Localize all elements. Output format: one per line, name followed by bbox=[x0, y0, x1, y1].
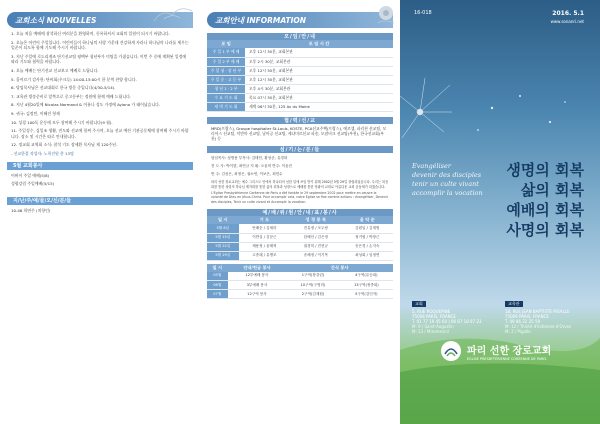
duty-cell: 송혜정 / 이기목 bbox=[290, 251, 341, 260]
church-emblem-icon bbox=[440, 340, 462, 362]
duty-cell: 송은경 / 손지숙 bbox=[342, 242, 393, 251]
schedule-meeting: 수 요 기 도 회 bbox=[207, 93, 245, 102]
bulletin-date: 2016. 5.1 bbox=[552, 10, 584, 17]
info-column bbox=[200, 0, 400, 424]
schedule-title: 모/임/안/내 bbox=[207, 33, 393, 40]
meal-cell: 12구역 봉사 bbox=[228, 290, 287, 299]
news-list bbox=[7, 31, 193, 148]
church-subway-2: M: 13 / Miromesnil bbox=[412, 329, 449, 334]
duty-cell: 고종래 / 유병조 bbox=[239, 251, 290, 260]
meal-cell: 12부예배 봉사 bbox=[228, 272, 287, 281]
office-subway-2: M: 2 / Pigalle bbox=[505, 329, 531, 334]
schedule-time: 새벽 06시 30분, 125 Av du Maine bbox=[245, 102, 393, 111]
duty-header-row bbox=[207, 216, 393, 224]
office-phone: T. 09 86 22 25 59 bbox=[505, 319, 541, 324]
meal-cell: 05월 bbox=[207, 272, 228, 281]
motto-2: devenir des disciples bbox=[412, 171, 482, 179]
news-item: 6. 당임목사님은 선교대회로 한국 방문 중입니다(4/30-5/14). bbox=[11, 85, 116, 91]
title-3: 예배의 회복 bbox=[506, 201, 584, 219]
office-addr-2: 75009 PARIS, FRANCE bbox=[505, 314, 549, 319]
meal-cell: 4구역(유승희) bbox=[340, 272, 393, 281]
schedule-row bbox=[207, 84, 393, 93]
meal-cell: 3부예배 봉사 bbox=[228, 281, 287, 290]
office-tag: 교육관 bbox=[505, 301, 523, 307]
office-addr-1: 18, RUE JEAN BAPTISTE PIGALLE bbox=[505, 309, 570, 314]
church-tag: 교회 bbox=[412, 301, 426, 307]
intro-french: L'Eglise Presbytérienne Coréenne de Paris a été fondée le 29 septembre 2002 pour mettre en oeuvre la volonté de Dieu en Jésus-Christ. Pour accomplir cela, notre Eglise se fixe comme actions : évangéliser, Devenir des disciples, Tenir un culte vivant et Accomplir la vocation. bbox=[211, 190, 389, 204]
news-item: 1. 오늘 처음 예배에 참석하신 여러분을 환영하며, 등록하셔서 교회의 일원이 되시기 바랍니다. bbox=[11, 31, 170, 36]
church-addr-2: 75008 PARIS, FRANCE bbox=[412, 314, 456, 319]
schedule-meeting: 주 일 청 · 장 년 부 bbox=[207, 66, 245, 75]
meal-cell: 10구역(구영미) bbox=[286, 281, 339, 290]
church-name-french: EGLISE PRESBYTÉRIENNE CORÉENNE DE PARIS bbox=[467, 356, 547, 361]
news-item: 8. 지난 4월20일에 Nicolas Normand & 이유나 성도 가정에 Ayiono 가 태어났습니다. bbox=[11, 102, 161, 108]
meal-cell: 07월 bbox=[207, 290, 228, 299]
prayer-line: 어버이 주일 예배(5/8) bbox=[11, 172, 50, 178]
duty-cell: 안배순 / 김세라 bbox=[239, 224, 290, 233]
meal-col-header: 간식 봉사 bbox=[286, 264, 393, 272]
meal-table bbox=[207, 264, 393, 300]
schedule-meeting: 주 일 2 부 예 배 bbox=[207, 57, 245, 66]
schedule-meeting: 새 벽 기 도 회 bbox=[207, 102, 245, 111]
partners-title: 협/력/선/교 bbox=[207, 117, 393, 124]
staff-line: 반 주: 김성은, 최정은, 권소연, 이보은, 최민수 bbox=[211, 172, 283, 177]
schedule-col-time: 모 임 시 간 bbox=[245, 40, 393, 48]
duty-col-header: 기 도 bbox=[239, 216, 290, 224]
duty-col-header: 음 악 순 bbox=[342, 216, 393, 224]
schedule-row bbox=[207, 93, 393, 102]
title-4: 사명의 회복 bbox=[506, 221, 584, 239]
duty-cell: 김원일 / 김재범 bbox=[342, 224, 393, 233]
meal-cell: 1구역(장강린) bbox=[286, 272, 339, 281]
duty-cell: 5월 15일 bbox=[207, 233, 239, 242]
staff-line: 전 도 사: 박이향, 최연규 지 휘: 오윤미 반주: 이윤진 bbox=[211, 164, 293, 169]
news-item: 11. 주일성수, 십일조 생활, 전도와 선교에 힘써 주시며, 오늘 선교 예산 기관공동체에 참여해 주시기 바랍니다. 장소 및 시간은 따로 안내합니다. bbox=[11, 128, 189, 139]
duty-cell: 한혜인 / 김은정 bbox=[290, 233, 341, 242]
schedule-row bbox=[207, 102, 393, 111]
duty-title: 예/배/위/원/안/내/표/봉/사 bbox=[207, 209, 393, 216]
title-1: 생명의 회복 bbox=[506, 161, 584, 179]
title-block bbox=[400, 160, 600, 240]
prayer-line: 성령강림 주일예배(5/15) bbox=[11, 181, 55, 187]
meal-header-row bbox=[207, 264, 393, 272]
church-subway-1: M: 9 / Saint-Augustin bbox=[412, 324, 454, 329]
duty-row bbox=[207, 242, 393, 251]
news-item: 12. 정교회 교역회 소식: 참석 기도 장세환 목사님 제 120주년. bbox=[11, 142, 118, 148]
duty-col-header: 일 시 bbox=[207, 216, 239, 224]
meal-row bbox=[207, 272, 393, 281]
schedule-meeting: 청 년 1 · 2 부 bbox=[207, 84, 245, 93]
office-address bbox=[505, 290, 595, 334]
meal-cell: 06월 bbox=[207, 281, 228, 290]
schedule-table bbox=[207, 40, 393, 112]
schedule-meeting: 주 일 1 부 예 배 bbox=[207, 48, 245, 57]
schedule-col-meeting: 모 임 bbox=[207, 40, 245, 48]
duty-cell: 정기엽 / 박창근 bbox=[342, 233, 393, 242]
website-link[interactable]: www.sonanri.net bbox=[550, 19, 584, 24]
duty-cell: 채용정 / 윤태혁 bbox=[239, 242, 290, 251]
schedule-row bbox=[207, 75, 393, 84]
news-header: 교회소식 NOUVELLES bbox=[7, 12, 193, 28]
meal-cell: 13구역(정종희) bbox=[340, 281, 393, 290]
duty-row bbox=[207, 224, 393, 233]
title-2: 삶의 회복 bbox=[520, 181, 584, 199]
schedule-time: 오후 4시 30분, 교회본관 bbox=[245, 84, 393, 93]
news-item: 2. 오늘은 어린이 주일입니다. 어린이들이 하나님의 사랑 가운데 건강하게 자라나 하나님의 나라를 세우는 일꾼이 되도록 함께 기도해 주시기 바랍니다. bbox=[11, 39, 189, 51]
news-item: 5. 홀어르기 감사헌: 단비회(우크루) 14:00-15:00시 한 분씩 찬양 합니다. bbox=[11, 76, 137, 82]
offering-header: 지/난/주/예/물/오/신/분/들 bbox=[7, 197, 193, 205]
duty-row bbox=[207, 251, 393, 260]
sign-off-text: - 선교한결 작성자: 노희진원 총 13명 bbox=[11, 150, 74, 156]
schedule-meeting: 주 일 중 · 고 등 부 bbox=[207, 75, 245, 84]
meal-col-header: 안내/헌금 봉사 bbox=[228, 264, 287, 272]
church-addr-1: 5, RUE ROQUEPINE bbox=[412, 309, 451, 314]
prayer-header: 5월 교회봉사 bbox=[7, 162, 193, 170]
staff-line: 담임목사: 성명용 부목사: 김태민, 황성준, 유경화 bbox=[211, 156, 288, 161]
duty-cell: 이반실 / 김문근 bbox=[239, 233, 290, 242]
church-phone: T. 01 77 19 45 64 | 06 87 18 97 23 bbox=[412, 319, 482, 324]
schedule-time: 오후 12시 30분, 교회본관 bbox=[245, 48, 393, 57]
duty-table bbox=[207, 216, 393, 261]
prayer-list bbox=[7, 173, 193, 187]
news-item: 9. 귀국: 김정민, 이혜진 형제 bbox=[11, 110, 60, 116]
news-item: 7. 교육관 방송준비로 앞쪽으로 중고등부는 정원에 함께 예배 드립니다. bbox=[11, 93, 132, 99]
meal-cell: 5구역(김인자) bbox=[340, 290, 393, 299]
church-address bbox=[412, 290, 497, 334]
meal-cell: 2구역(김재원) bbox=[286, 290, 339, 299]
duty-cell: 진유정 / 모두랑 bbox=[290, 224, 341, 233]
news-column bbox=[0, 0, 200, 424]
duty-row bbox=[207, 233, 393, 242]
staff-list bbox=[207, 156, 393, 177]
dandelion-icon bbox=[400, 78, 452, 138]
duty-cell: 5월 29일 bbox=[207, 251, 239, 260]
news-item: 3. 지난 주일에 로드리게즈 단기선교팀 평택부 청년부가 미팅을 가졌습니다. 이번 주 중에 계획된 일정에 따라 기도와 협력을 바랍니다. bbox=[11, 53, 187, 65]
schedule-time: 오후 12시 30분, 교회본관 bbox=[245, 66, 393, 75]
intro-korean: 파리 선한 장로교회는 예수 그리스도 안에서 하나되어 선한 일에 쓰임 받기 위해 2002년 5월 29일 창립되었습니다. 우리는 복음화를 통한 성령의 하나님 제자화를 통한 삶의 회복과 성장으로 예배를 통한 영광의 교회로 아름다운 교회 공동체가 되겠습니다. bbox=[211, 180, 389, 189]
motto-3: tenir un culte vivant bbox=[412, 180, 479, 188]
schedule-time: 오후 2시 30분, 교회본관 bbox=[245, 57, 393, 66]
duty-col-header: 성 경 봉 독 bbox=[290, 216, 341, 224]
offering-line: 10-46 희연주 (치항인) bbox=[11, 207, 51, 213]
duty-cell: 권경미 / 진현규 bbox=[290, 242, 341, 251]
church-logo bbox=[440, 340, 551, 362]
schedule-row bbox=[207, 48, 393, 57]
cover-column bbox=[400, 0, 600, 424]
motto-1: Evangéliser bbox=[412, 162, 451, 170]
duty-cell: 최성희 / 임정연 bbox=[342, 251, 393, 260]
meal-row bbox=[207, 290, 393, 299]
duty-cell: 5월 22일 bbox=[207, 242, 239, 251]
church-name: 파리 선한 장로교회 bbox=[467, 345, 552, 357]
news-item: 4. 오늘 예배는 단기선교 선교보고 예배로 드립니다. bbox=[11, 67, 99, 73]
schedule-row bbox=[207, 66, 393, 75]
flower-icon bbox=[350, 3, 396, 25]
offering-list bbox=[7, 208, 193, 214]
partners-text: MRD(프랑스), Groupe hospitalier St-Louis, KOSTE, PCA선교주택(프랑스), 에르셀, 파리천 선교팀, 모리셔스 선교팀, 미얀마 선교팀, 남아공 선교팀, 케냐미르선교 파송, 모잠비크 선교팀(부천), 한국선교회(부천) 등 bbox=[211, 125, 387, 141]
news-item: 10. 성경 100독 운동에 모두 참여해 주시기 바랍니다(9 월). bbox=[11, 119, 113, 125]
schedule-time: 목요 07시 30분, 교회본관 bbox=[245, 93, 393, 102]
schedule-row bbox=[207, 57, 393, 66]
meal-row bbox=[207, 281, 393, 290]
staff-title: 섬/기/는/분/들 bbox=[207, 146, 393, 153]
schedule-time: 오후 12시 30분, 교회본관 bbox=[245, 75, 393, 84]
bulletin-number: 16-018 bbox=[414, 10, 432, 16]
motto-4: accomplir la vocation bbox=[412, 189, 483, 197]
office-subway-1: M: 12 / Trinité d'Estienne d'Orves bbox=[505, 324, 572, 329]
bird-sketch-icon bbox=[150, 3, 196, 25]
duty-cell: 5월 8일 bbox=[207, 224, 239, 233]
meal-col-header: 일 시 bbox=[207, 264, 228, 272]
info-header: 교회안내 INFORMATION bbox=[207, 12, 393, 28]
